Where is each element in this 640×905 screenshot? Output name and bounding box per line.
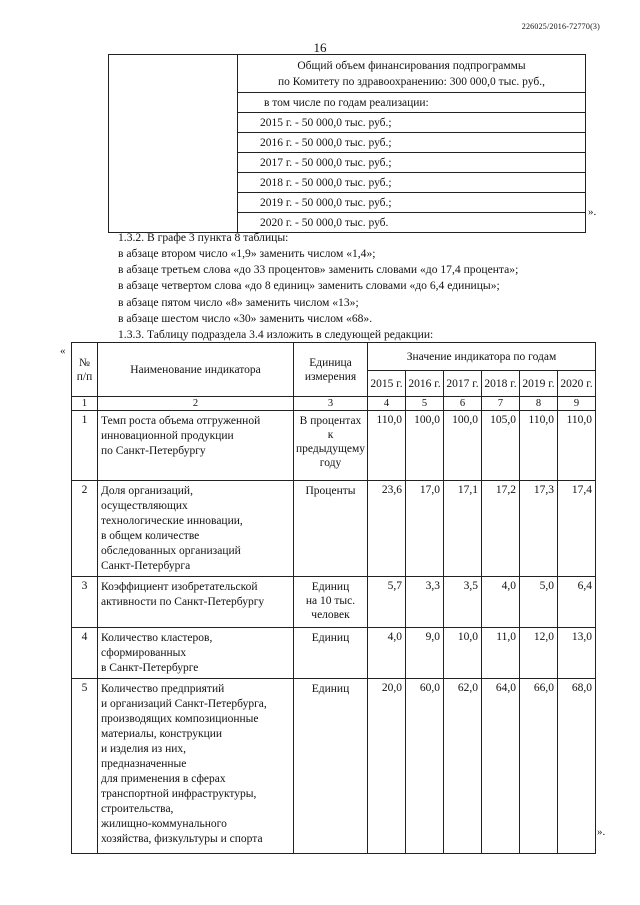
indicator-name-line: Темп роста объема отгруженной	[101, 415, 261, 427]
funding-year-2019: 2019 г. - 50 000,0 тыс. руб.;	[238, 193, 586, 213]
row-number: 4	[72, 628, 98, 679]
funding-year-2015: 2015 г. - 50 000,0 тыс. руб.;	[238, 113, 586, 133]
indicator-name-line: предназначенные	[101, 758, 187, 770]
indicator-value: 62,0	[444, 679, 482, 854]
header-unit: Единица измерения	[294, 343, 368, 397]
indicator-unit	[294, 411, 368, 481]
column-number: 6	[444, 397, 482, 411]
indicator-value: 110,0	[520, 411, 558, 481]
indicator-table	[71, 342, 596, 854]
indicator-value: 110,0	[368, 411, 406, 481]
indicator-unit-line: Проценты	[305, 485, 356, 497]
indicator-value: 4,0	[368, 628, 406, 679]
indicator-name	[98, 679, 294, 854]
indicator-unit	[294, 481, 368, 577]
funding-year-2018: 2018 г. - 50 000,0 тыс. руб.;	[238, 173, 586, 193]
header-year: 2016 г.	[406, 371, 444, 397]
table-row	[72, 481, 596, 577]
row-number: 1	[72, 411, 98, 481]
funding-year-2017: 2017 г. - 50 000,0 тыс. руб.;	[238, 153, 586, 173]
column-number: 1	[72, 397, 98, 411]
indicator-name-line: технологические инновации,	[101, 515, 243, 527]
indicator-value: 64,0	[482, 679, 520, 854]
indicator-value: 11,0	[482, 628, 520, 679]
paragraph-1-3-3: 1.3.3. Таблицу подраздела 3.4 изложить в следующей редакции:	[118, 328, 434, 341]
header-year: 2020 г.	[558, 371, 596, 397]
page-number: 16	[313, 40, 327, 55]
indicator-name-line: активности по Санкт-Петербургу	[101, 596, 265, 608]
indicator-value: 9,0	[406, 628, 444, 679]
column-number: 2	[98, 397, 294, 411]
indicator-value: 100,0	[444, 411, 482, 481]
indicator-name-line: Доля организаций,	[101, 485, 193, 497]
indicator-value: 3,5	[444, 577, 482, 628]
indicator-name-line: в общем количестве	[101, 530, 200, 542]
indicator-name-line: жилищно-коммунального	[101, 818, 227, 830]
indicator-unit-line: на 10 тыс.	[305, 595, 356, 607]
indicator-name-line: хозяйства, физкультуры и спорта	[101, 833, 263, 845]
funding-year-2020: 2020 г. - 50 000,0 тыс. руб.	[238, 213, 586, 233]
paragraph-abzac-2: в абзаце втором число «1,9» заменить числом «1,4»;	[118, 247, 376, 260]
indicator-name-line: и изделия из них,	[101, 743, 187, 755]
indicator-unit	[294, 577, 368, 628]
header-year: 2015 г.	[368, 371, 406, 397]
indicator-value: 17,1	[444, 481, 482, 577]
indicator-name-line: инновационной продукции	[101, 430, 234, 442]
funding-table	[108, 54, 586, 233]
indicator-name-line: производящих композиционные	[101, 713, 259, 725]
indicator-name-line: по Санкт-Петербургу	[101, 445, 206, 457]
indicator-unit	[294, 679, 368, 854]
indicator-value: 17,2	[482, 481, 520, 577]
indicator-value: 23,6	[368, 481, 406, 577]
indicator-name-line: Коэффициент изобретательской	[101, 581, 258, 593]
table-row	[72, 679, 596, 854]
indicator-name-line: строительства,	[101, 803, 174, 815]
indicator-unit-line: Единиц	[311, 683, 350, 695]
indicator-value: 6,4	[558, 577, 596, 628]
indicator-unit	[294, 628, 368, 679]
indicator-value: 5,0	[520, 577, 558, 628]
funding-year-2016: 2016 г. - 50 000,0 тыс. руб.;	[238, 133, 586, 153]
funding-left-cell	[109, 55, 238, 233]
indicator-rows	[72, 411, 596, 854]
indicator-name-line: Санкт-Петербурга	[101, 560, 191, 572]
paragraph-abzac-3: в абзаце третьем слова «до 33 процентов» заменить словами «до 17,4 процента»;	[118, 263, 519, 276]
document-id: 226025/2016-72770(3)	[521, 22, 600, 31]
indicator-name-line: транспортной инфраструктуры,	[101, 788, 257, 800]
indicator-value: 4,0	[482, 577, 520, 628]
indicator-name	[98, 411, 294, 481]
indicator-unit-line: В процентах	[299, 415, 362, 427]
indicator-name-line: материалы, конструкции	[101, 728, 223, 740]
funding-close-quote: ».	[588, 206, 597, 218]
funding-head: Общий объем финансирования подпрограммы по Комитету по здравоохранению: 300 000,0 тыс. руб.,	[238, 55, 586, 93]
row-number: 5	[72, 679, 98, 854]
indicator-value: 17,0	[406, 481, 444, 577]
indicator-value: 5,7	[368, 577, 406, 628]
column-number: 4	[368, 397, 406, 411]
indicator-name-line: в Санкт-Петербурге	[101, 662, 199, 674]
indicator-name-line: обследованных организаций	[101, 545, 241, 557]
paragraph-abzac-4: в абзаце четвертом слова «до 8 единиц» заменить словами «до 6,4 единицы»;	[118, 279, 500, 292]
indicator-unit-line: предыдущему	[295, 443, 366, 455]
header-year: 2017 г.	[444, 371, 482, 397]
header-year: 2019 г.	[520, 371, 558, 397]
table-open-quote: «	[60, 345, 66, 357]
column-number: 7	[482, 397, 520, 411]
header-values: Значение индикатора по годам	[368, 343, 596, 371]
row-number: 2	[72, 481, 98, 577]
indicator-name-line: Количество предприятий	[101, 683, 225, 695]
indicator-value: 68,0	[558, 679, 596, 854]
row-number: 3	[72, 577, 98, 628]
indicator-unit-line: к	[327, 429, 334, 441]
header-number: № п/п	[72, 343, 98, 397]
indicator-value: 105,0	[482, 411, 520, 481]
indicator-name-line: для применения в сферах	[101, 773, 226, 785]
indicator-value: 3,3	[406, 577, 444, 628]
column-number: 5	[406, 397, 444, 411]
indicator-value: 12,0	[520, 628, 558, 679]
indicator-value: 13,0	[558, 628, 596, 679]
paragraph-1-3-2: 1.3.2. В графе 3 пункта 8 таблицы:	[118, 231, 289, 244]
indicator-name-line: Количество кластеров,	[101, 632, 213, 644]
table-row	[72, 577, 596, 628]
indicator-value: 66,0	[520, 679, 558, 854]
indicator-name	[98, 481, 294, 577]
table-close-quote: ».	[597, 826, 606, 838]
indicator-unit-line: Единиц	[311, 632, 350, 644]
indicator-value: 17,4	[558, 481, 596, 577]
indicator-name	[98, 628, 294, 679]
column-number-row	[72, 397, 596, 411]
indicator-value: 20,0	[368, 679, 406, 854]
indicator-unit-line: году	[319, 457, 342, 469]
table-row	[72, 628, 596, 679]
indicator-value: 10,0	[444, 628, 482, 679]
indicator-name-line: и организаций Санкт-Петербурга,	[101, 698, 267, 710]
column-number: 3	[294, 397, 368, 411]
paragraph-abzac-5: в абзаце пятом число «8» заменить числом «13»;	[118, 296, 359, 309]
header-name: Наименование индикатора	[98, 343, 294, 397]
indicator-name	[98, 577, 294, 628]
indicator-value: 110,0	[558, 411, 596, 481]
paragraph-abzac-6: в абзаце шестом число «30» заменить числом «68».	[118, 312, 373, 325]
header-year: 2018 г.	[482, 371, 520, 397]
column-number: 8	[520, 397, 558, 411]
table-row	[72, 411, 596, 481]
funding-subhead: в том числе по годам реализации:	[238, 93, 586, 113]
indicator-name-line: осуществляющих	[101, 500, 188, 512]
column-number: 9	[558, 397, 596, 411]
indicator-unit-line: человек	[311, 609, 350, 621]
indicator-value: 100,0	[406, 411, 444, 481]
indicator-value: 17,3	[520, 481, 558, 577]
indicator-unit-line: Единиц	[311, 581, 350, 593]
indicator-name-line: сформированных	[101, 647, 187, 659]
indicator-value: 60,0	[406, 679, 444, 854]
